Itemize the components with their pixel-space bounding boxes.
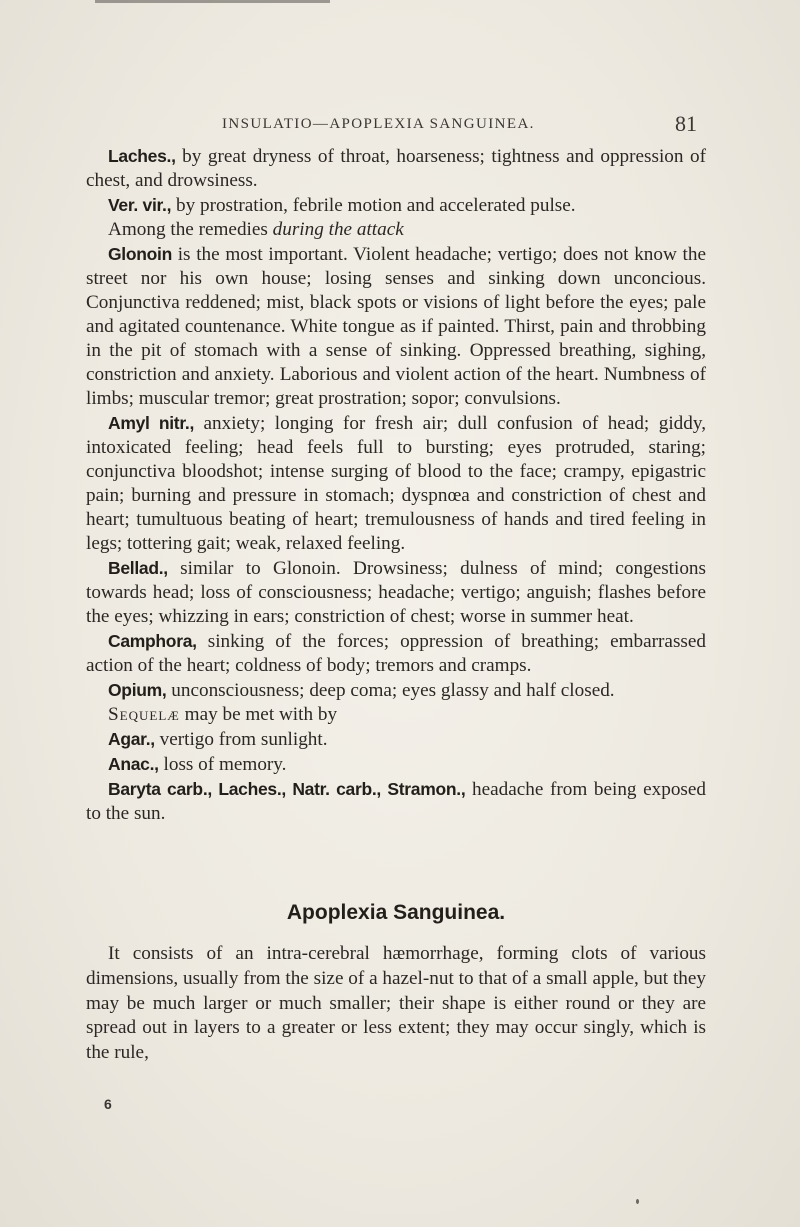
remedy-name: Baryta carb., Laches., Natr. carb., Stramon., — [108, 779, 466, 799]
remedy-description: anxiety; longing for fresh air; dull confusion of head; giddy, intoxicated feeling; head feels full to bursting; eyes protruded, staring; conjunctiva bloodshot; intense surging of blood to the face; crampy, epigastric pain; burning and pressure in stomach; dyspnœa and constriction of chest and heart; tumultuous beating of heart; tremulousness of hands and tired feeling in legs; tottering gait; weak, relaxed feeling. — [86, 413, 707, 554]
remedy-description: by great dryness of throat, hoarseness; tightness and oppression of chest, and drowsiness. — [86, 146, 706, 191]
signature-mark: 6 — [104, 1096, 112, 1112]
remedy-description: similar to Glonoin. Drowsiness; dulness of mind; congestions towards head; loss of consciousness; headache; vertigo; anguish; flashes before the eyes; whizzing in ears; constriction of chest; worse in summer heat. — [86, 558, 706, 627]
remedy-paragraph-ver-vir — [86, 193, 706, 218]
sequelae-intro — [86, 703, 706, 727]
remedy-paragraph-camphora — [86, 629, 706, 678]
remedy-name: Ver. vir., — [108, 195, 172, 215]
remedy-paragraph-opium — [86, 678, 706, 703]
remedy-name: Bellad., — [108, 558, 168, 578]
remedy-paragraph-baryta-group — [86, 777, 706, 826]
remedy-description: vertigo from sunlight. — [154, 729, 328, 750]
intro-text: Among the remedies — [108, 219, 273, 240]
remedy-paragraph-amyl-nitr — [86, 411, 706, 556]
remedy-paragraph-bellad — [86, 556, 706, 629]
remedy-name: Amyl nitr., — [108, 413, 195, 433]
remedy-paragraph-agar — [86, 727, 706, 752]
remedy-description: unconsciousness; deep coma; eyes glassy and half closed. — [166, 680, 615, 701]
section-body-paragraph: It consists of an intra-cerebral hæmorrhage, forming clots of various dimensions, usually from the size of a hazel-nut to that of a small apple, but they may be much larger or much smaller; their shape is either round or they are spread out in layers to a greater or less extent; they may occur singly, which is the rule, — [86, 943, 706, 1064]
remedy-name: Agar., — [108, 729, 155, 749]
remedy-description: is the most important. Violent headache; vertigo; does not know the street nor his own house; losing senses and sinking down unconcious. Conjunctiva reddened; mist, black spots or visions of light before the eyes; pale and agitated countenance. White tongue as if painted. Thirst, pain and throbbing in the pit of stomach with a sense of sinking. Oppressed breathing, sighing, constriction and anxiety. Laborious and violent action of the heart. Numbness of limbs; muscular tremor; great prostration; sopor; convulsions. — [86, 244, 706, 409]
page-number: 81 — [675, 111, 697, 136]
remedy-name: Opium, — [108, 680, 167, 700]
paper-speck — [636, 1199, 639, 1204]
remedy-description: headache from being exposed to the sun. — [86, 779, 706, 824]
attack-remedies-intro — [86, 218, 706, 242]
remedy-name: Anac., — [108, 754, 159, 774]
running-head: INSULATIO—APOPLEXIA SANGUINEA. — [222, 116, 535, 132]
sequelae-text: may be met with by — [179, 704, 338, 725]
intro-emphasis: during the attack — [272, 219, 404, 240]
remedy-description: sinking of the forces; oppression of breathing; embarrassed action of the heart; coldness of body; tremors and cramps. — [86, 631, 706, 676]
remedy-name: Camphora, — [108, 631, 197, 651]
sequelae-term: Sequelæ — [108, 704, 180, 725]
sunstroke-remedies-text — [86, 144, 706, 826]
remedy-description: by prostration, febrile motion and accelerated pulse. — [171, 195, 576, 216]
remedy-name: Laches., — [108, 146, 176, 166]
remedy-description: loss of memory. — [158, 754, 287, 775]
top-edge-rule — [95, 0, 330, 3]
remedy-paragraph-glonoin — [86, 242, 706, 411]
remedy-paragraph-anac — [86, 752, 706, 777]
section-heading: Apoplexia Sanguinea. — [286, 901, 506, 924]
remedy-name: Glonoin — [108, 244, 172, 264]
remedy-paragraph-laches — [86, 144, 706, 193]
